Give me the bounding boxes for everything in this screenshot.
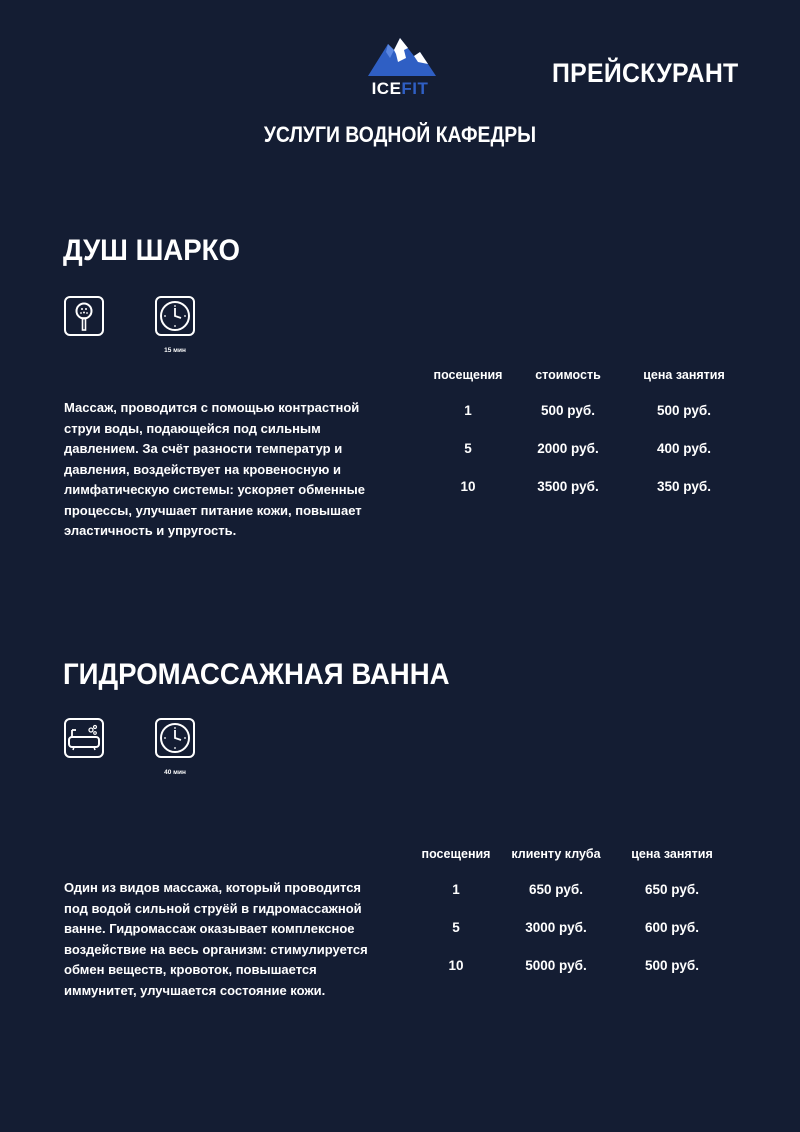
shower-head-icon [64,296,104,336]
table-cell: 500 руб. [657,403,711,418]
table-cell: 3500 руб. [537,479,599,494]
bathtub-icon [64,718,104,758]
section-title: ГИДРОМАССАЖНАЯ ВАННА [63,658,450,691]
column-header-visits: посещения [433,368,503,382]
table-cell: 1 [464,403,472,418]
table-cell: 350 руб. [657,479,711,494]
duration-label: 15 мин [164,347,186,354]
duration-label: 40 мин [164,769,186,776]
table-cell: 3000 руб. [525,920,587,935]
table-cell: 5 [464,441,472,456]
logo-ice-text: ICE [371,79,402,98]
clock-icon [155,718,195,758]
service-description: Один из видов массажа, который проводится под водой сильной струёй в гидромассажной ванне. Гидромассаж оказывает комплексное воздействие на весь организм: стимулируется обмен веществ, кровоток, повышается иммунитет, улучшается состояние кожи. [64,880,368,998]
column-header-lesson-price: цена занятия [631,847,713,861]
table-cell: 5 [452,920,460,935]
table-cell: 10 [448,958,464,973]
table-cell: 500 руб. [645,958,699,973]
table-cell: 400 руб. [657,441,711,456]
table-cell: 500 руб. [541,403,595,418]
column-header-cost: стоимость [535,368,601,382]
mountain-logo-icon [362,36,438,78]
table-cell: 650 руб. [529,882,583,897]
table-cell: 650 руб. [645,882,699,897]
logo-fit-text: FIT [401,79,429,98]
table-cell: 10 [460,479,476,494]
section-group-title: УСЛУГИ ВОДНОЙ КАФЕДРЫ [263,122,537,147]
icefit-logo [362,36,442,98]
section-title: ДУШ ШАРКО [63,234,240,267]
price-list-title: ПРЕЙСКУРАНТ [552,58,739,88]
table-cell: 600 руб. [645,920,699,935]
table-cell: 5000 руб. [525,958,587,973]
clock-icon [155,296,195,336]
table-cell: 1 [452,882,460,897]
column-header-visits: посещения [421,847,491,861]
column-header-lesson-price: цена занятия [643,368,725,382]
column-header-club-member: клиенту клуба [511,847,601,861]
service-description: Массаж, проводится с помощью контрастной струи воды, подающейся под сильным давлением. За счёт разности температур и давления, воздействует на кровеносную и лимфатическую системы: ускоряет обменные процессы, улучшает питание кожи, повышает эластичность и упругость. [64,400,365,538]
table-cell: 2000 руб. [537,441,599,456]
